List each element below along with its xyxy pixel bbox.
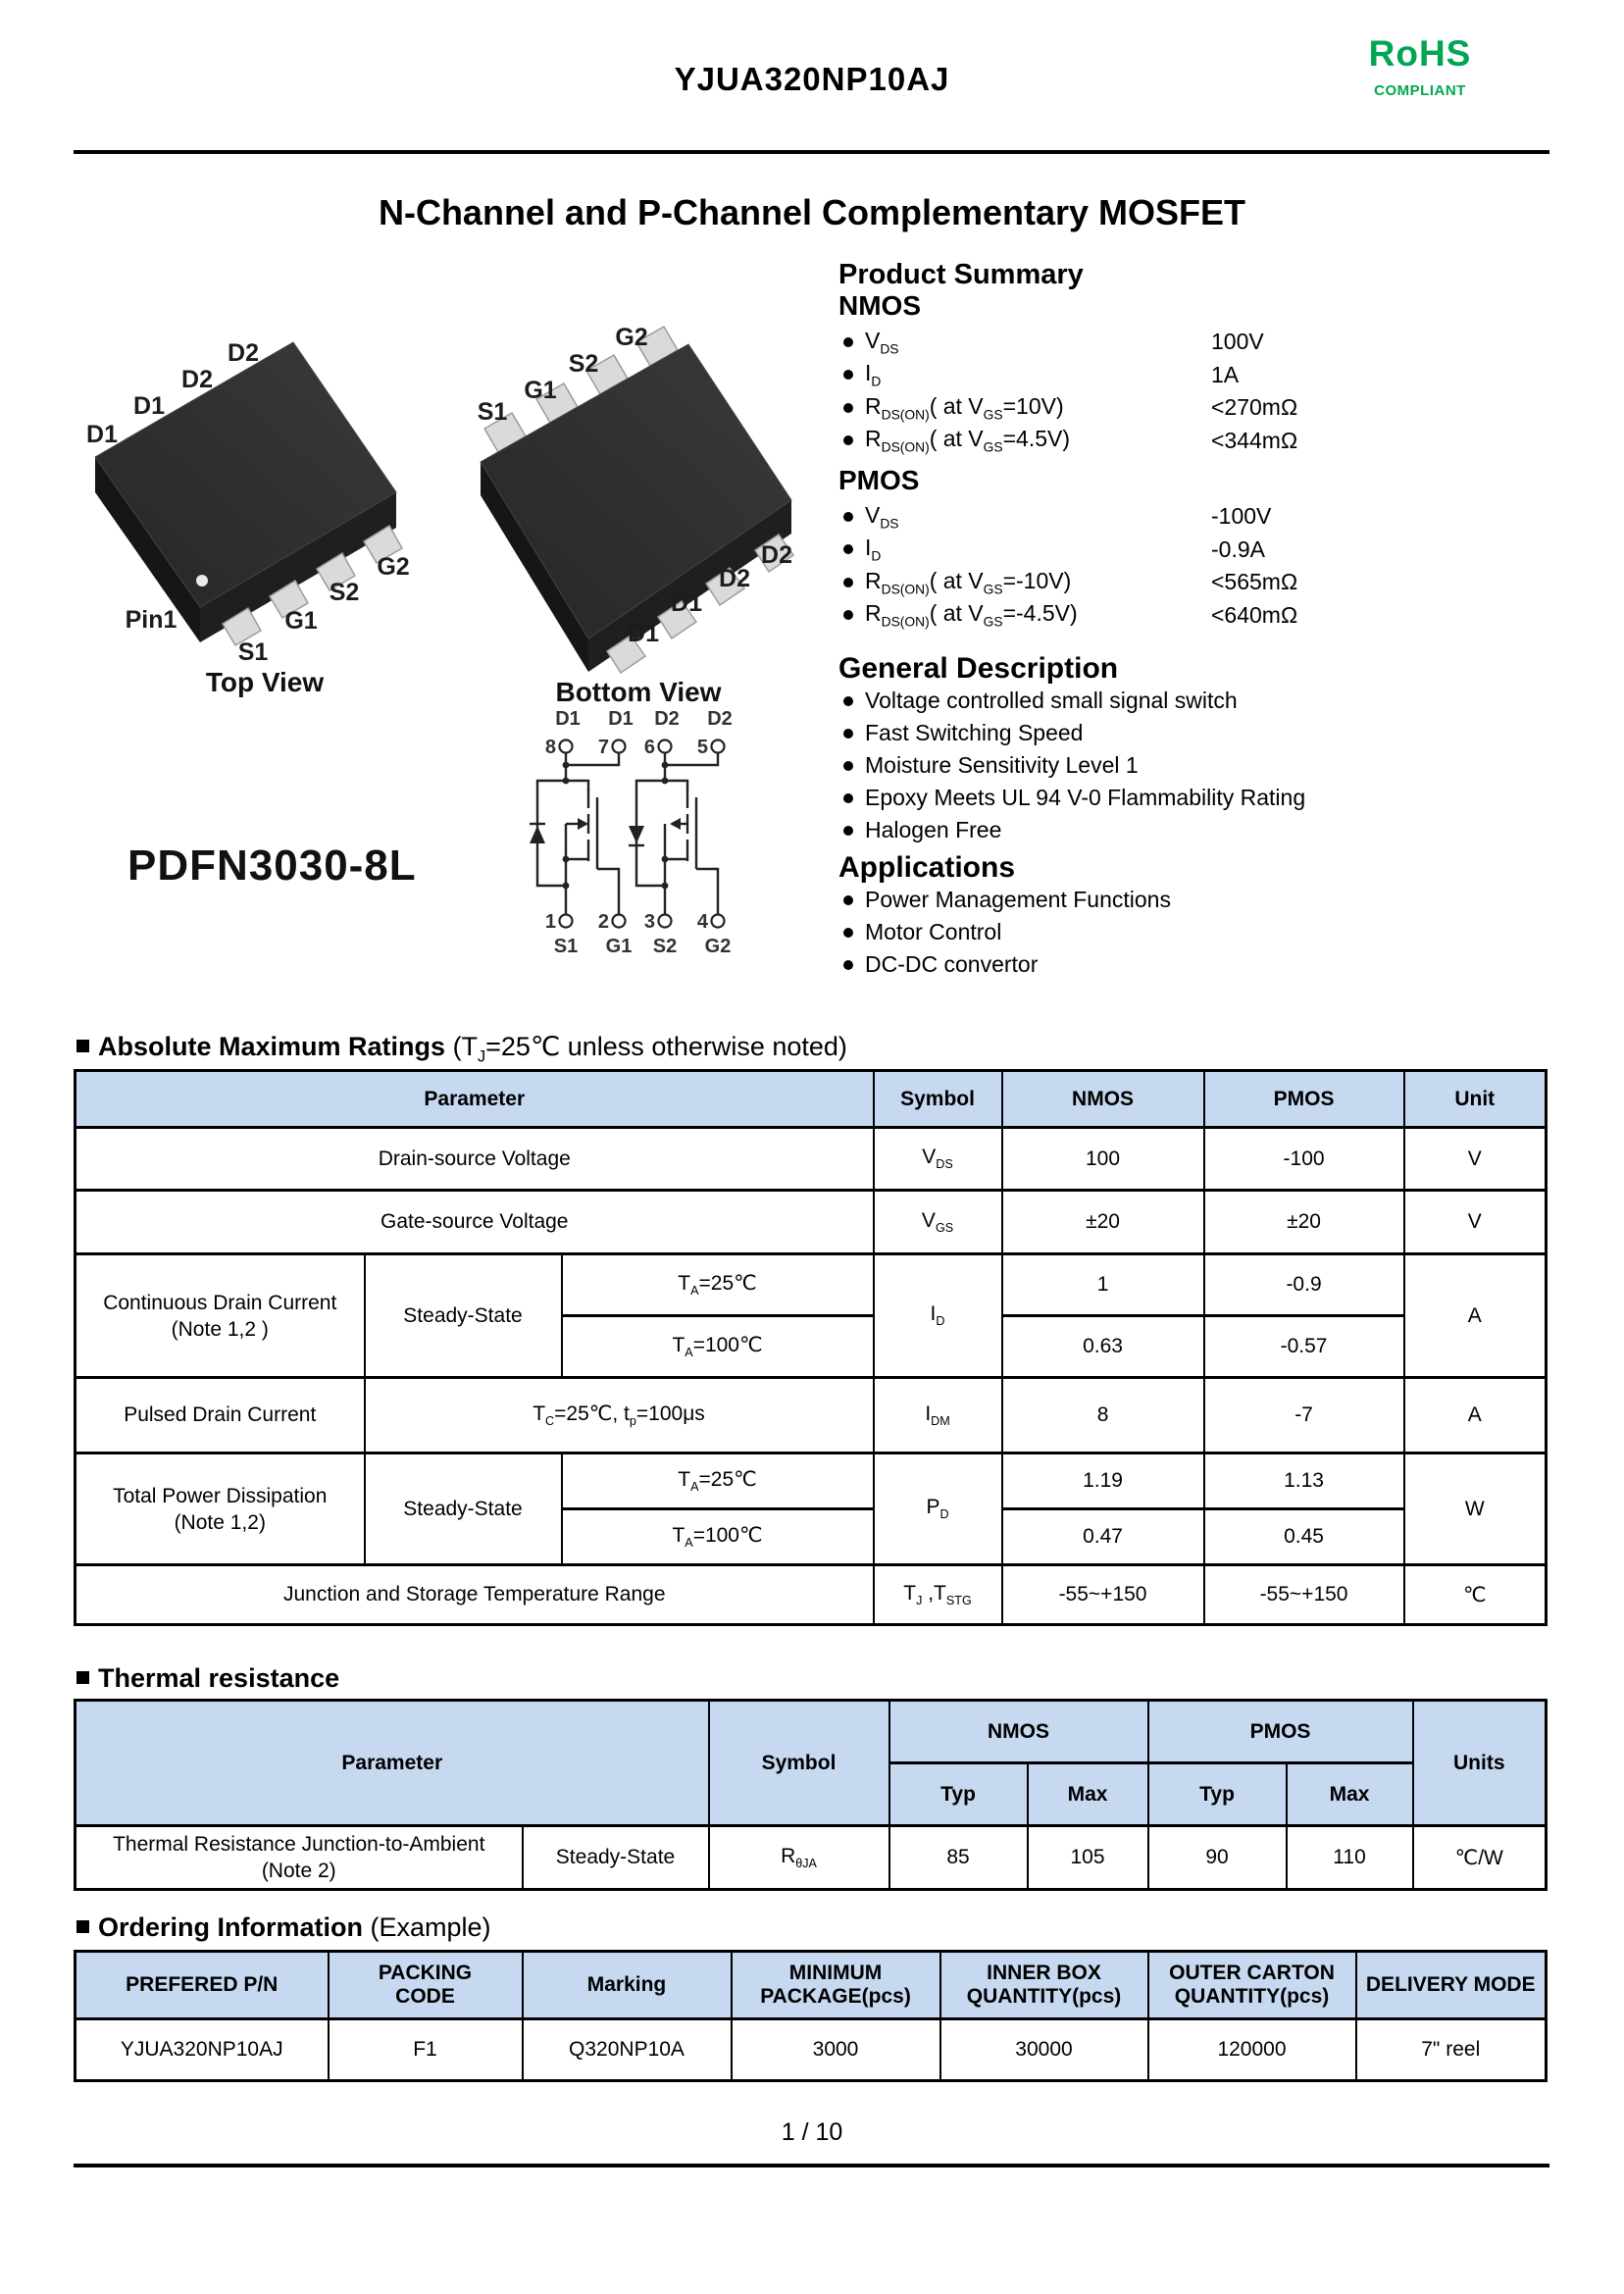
schematic-bottom-label: S1 [553, 936, 579, 957]
schematic-pin-number: 3 [643, 911, 655, 933]
nmos-value-cell: 100 [1002, 1128, 1204, 1191]
spec-value: -0.9A [1211, 535, 1265, 562]
column-header: DELIVERY MODE [1356, 1952, 1547, 2019]
delivery-mode-cell: 7" reel [1356, 2019, 1547, 2081]
unit-cell: ℃/W [1413, 1826, 1547, 1890]
schematic-top-label: D1 [555, 708, 581, 730]
nmos-value-cell: 8 [1002, 1378, 1204, 1453]
schematic-top-label: D2 [707, 708, 733, 730]
spec-value: 100V [1211, 329, 1264, 355]
applications-list [838, 884, 1564, 981]
nmos-value-cell: 0.63 [1002, 1316, 1204, 1378]
top-view-edge-label: D1 [86, 421, 118, 448]
column-header: Unit [1404, 1071, 1547, 1128]
table-row [76, 1565, 1547, 1625]
pmos-value-cell: -0.9 [1204, 1254, 1404, 1316]
bottom-view-caption: Bottom View [555, 677, 722, 707]
nmos-spec-list [838, 326, 1564, 457]
summary-column [838, 259, 1564, 981]
thermal-heading-text: Thermal resistance [98, 1663, 340, 1693]
spec-row [838, 391, 1564, 425]
schematic-pin-number: 7 [597, 737, 609, 758]
nmos-value-cell: 1 [1002, 1254, 1204, 1316]
table-row [76, 1826, 1547, 1890]
general-description-heading: General Description [838, 652, 1119, 685]
top-view-figure [54, 324, 476, 677]
column-header: NMOS [1002, 1071, 1204, 1128]
spec-row [838, 326, 1564, 359]
list-item-text: Power Management Functions [865, 887, 1171, 912]
bullet-icon [843, 512, 853, 522]
bullet-icon [843, 696, 853, 706]
list-item-text: Voltage controlled small signal switch [865, 688, 1238, 713]
header-divider [74, 150, 1549, 154]
condition-cell: $T_A=25℃$ [562, 1453, 874, 1509]
spec-label: $R_{DS(ON)}$( at $V_{GS}=-4.5V$) [865, 600, 1078, 631]
ordering-heading-note: (Example) [370, 1912, 491, 1942]
square-bullet-icon [76, 1040, 89, 1052]
top-view-caption: Top View [205, 667, 325, 697]
column-header: NMOS [889, 1701, 1148, 1763]
spec-label: $I_D$ [865, 535, 882, 565]
list-item-text: Fast Switching Speed [865, 720, 1084, 745]
spec-value: <344mΩ [1211, 427, 1298, 453]
condition-cell: $T_A=100℃$ [562, 1509, 874, 1565]
column-header: Typ [1148, 1763, 1287, 1826]
pmos-value-cell: 0.45 [1204, 1509, 1404, 1565]
list-item [838, 782, 1564, 814]
spec-row [838, 566, 1564, 599]
pmos-value-cell: -7 [1204, 1378, 1404, 1453]
column-header [940, 1952, 1148, 2019]
spec-value: -100V [1211, 503, 1272, 530]
table-header-row [76, 1071, 1547, 1128]
column-header: Symbol [709, 1701, 889, 1826]
pmos-value-cell: 1.13 [1204, 1453, 1404, 1509]
pmos-max-cell: 110 [1287, 1826, 1413, 1890]
list-item-text: Moisture Sensitivity Level 1 [865, 752, 1139, 778]
column-header [732, 1952, 940, 2019]
bottom-view-pin-label: G1 [524, 377, 557, 404]
bullet-icon [843, 895, 853, 905]
parameter-cell: Drain-source Voltage [76, 1128, 874, 1191]
top-view-pin-label: S1 [237, 638, 269, 666]
bullet-icon [843, 793, 853, 803]
pin1-label: Pin1 [125, 606, 178, 634]
schematic-pin-number: 6 [643, 737, 655, 758]
list-item [838, 948, 1564, 981]
parameter-cell [76, 1826, 523, 1890]
pmos-heading: PMOS [838, 465, 920, 495]
header-line: PACKAGE(pcs) [760, 1985, 911, 2008]
page-title: N-Channel and P-Channel Complementary MOSFET [378, 192, 1246, 232]
table-row [76, 1254, 1547, 1316]
pmos-value-cell: ±20 [1204, 1191, 1404, 1254]
parameter-note: (Note 1,2 ) [171, 1317, 269, 1341]
symbol-cell: $I_D$ [874, 1254, 1002, 1378]
list-item-text: DC-DC convertor [865, 951, 1039, 977]
schematic-bottom-label: S2 [652, 936, 678, 957]
table-row [76, 2019, 1547, 2081]
bottom-view-pin-label: S1 [477, 398, 508, 426]
bottom-view-pin-label: D1 [628, 620, 659, 647]
parameter-cell [76, 1453, 365, 1565]
bullet-icon [843, 337, 853, 347]
spec-value: <270mΩ [1211, 394, 1298, 421]
parameter-cell: Gate-source Voltage [76, 1191, 874, 1254]
symbol-cell: $T_J$ $,T_{STG}$ [874, 1565, 1002, 1625]
spec-value: <640mΩ [1211, 601, 1298, 628]
rohs-compliant-text: COMPLIANT [1374, 82, 1466, 99]
column-header: PMOS [1204, 1071, 1404, 1128]
symbol-cell: $V_{GS}$ [874, 1191, 1002, 1254]
part-number-title: YJUA320NP10AJ [674, 61, 950, 97]
table-header-row [76, 1952, 1547, 2019]
column-header: Max [1028, 1763, 1148, 1826]
column-header: PMOS [1148, 1701, 1413, 1763]
bottom-view-figure [471, 324, 863, 687]
table-row [76, 1453, 1547, 1509]
bullet-icon [843, 928, 853, 938]
ordering-table [74, 1950, 1548, 2082]
square-bullet-icon [76, 1920, 89, 1933]
abs-max-heading-note: ($T_J=25℃$ unless otherwise noted) [452, 1032, 847, 1066]
rohs-logo [1351, 33, 1489, 99]
list-item [838, 884, 1564, 916]
spec-label: $I_D$ [865, 360, 882, 390]
table-row [76, 1128, 1547, 1191]
nmos-value-cell: ±20 [1002, 1191, 1204, 1254]
bullet-icon [843, 435, 853, 445]
bullet-icon [843, 544, 853, 554]
list-item [838, 717, 1564, 749]
header-line: INNER BOX [987, 1962, 1101, 1984]
table-row [76, 1191, 1547, 1254]
parameter-line: Continuous Drain Current [103, 1291, 337, 1314]
footer-divider [74, 2164, 1549, 2167]
spec-label: $R_{DS(ON)}$( at $V_{GS}=10V$) [865, 392, 1064, 423]
parameter-line: Total Power Dissipation [113, 1484, 328, 1507]
top-view-edge-label: D1 [133, 392, 165, 420]
schematic-wires [530, 753, 718, 915]
bottom-view-pin-label: D2 [761, 541, 792, 569]
pmos-spec-list [838, 500, 1564, 632]
column-header: Symbol [874, 1071, 1002, 1128]
outer-carton-cell: 120000 [1148, 2019, 1356, 2081]
ordering-heading [76, 1912, 491, 1943]
list-item [838, 916, 1564, 948]
column-header [329, 1952, 523, 2019]
column-header: Units [1413, 1701, 1547, 1826]
bullet-icon [843, 403, 853, 413]
pmos-value-cell: -0.57 [1204, 1316, 1404, 1378]
nmos-heading: NMOS [838, 290, 921, 321]
bottom-view-pin-label: D1 [671, 589, 702, 617]
top-view-pin-label: S2 [329, 579, 360, 606]
top-view-pin-label: G2 [377, 553, 410, 581]
list-item-text: Motor Control [865, 919, 1002, 944]
top-view-pin-label: G1 [284, 607, 318, 635]
applications-heading: Applications [838, 851, 1016, 884]
abs-max-heading [76, 1032, 847, 1066]
spec-row [838, 534, 1564, 567]
thermal-heading [76, 1663, 339, 1694]
condition-cell: $T_A=100℃$ [562, 1316, 874, 1378]
spec-label: $V_{DS}$ [865, 501, 899, 532]
rohs-text: RoHS [1368, 33, 1472, 74]
schematic-top-label: D2 [654, 708, 680, 730]
nmos-value-cell: 0.47 [1002, 1509, 1204, 1565]
thermal-table [74, 1699, 1548, 1891]
spec-label: $R_{DS(ON)}$( at $V_{GS}=-10V$) [865, 567, 1072, 597]
condition-cell: Steady-State [365, 1453, 562, 1565]
pmos-typ-cell: 90 [1148, 1826, 1287, 1890]
bullet-icon [843, 610, 853, 620]
column-header: Typ [889, 1763, 1028, 1826]
table-header-row [76, 1701, 1547, 1763]
pmos-value-cell: -55~+150 [1204, 1565, 1404, 1625]
spec-row [838, 500, 1564, 534]
parameter-cell: Pulsed Drain Current [76, 1378, 365, 1453]
condition-cell: $T_A=25℃$ [562, 1254, 874, 1316]
min-package-cell: 3000 [732, 2019, 940, 2081]
bottom-view-pin-label: D2 [719, 565, 750, 592]
header-line: OUTER CARTON [1169, 1962, 1335, 1984]
nmos-value-cell: 1.19 [1002, 1453, 1204, 1509]
unit-cell: A [1404, 1254, 1547, 1378]
part-number-cell: YJUA320NP10AJ [76, 2019, 329, 2081]
nmos-max-cell: 105 [1028, 1826, 1148, 1890]
schematic-bottom-label: G2 [704, 936, 732, 957]
inner-box-cell: 30000 [940, 2019, 1148, 2081]
package-name: PDFN3030-8L [127, 841, 417, 890]
schematic-pin-number: 5 [696, 737, 708, 758]
packing-code-cell: F1 [329, 2019, 523, 2081]
pin1-marker-dot [196, 575, 208, 586]
bullet-icon [843, 729, 853, 739]
abs-max-table [74, 1069, 1548, 1626]
condition-cell: Steady-State [523, 1826, 709, 1890]
schematic-bottom-label: G1 [605, 936, 633, 957]
spec-row [838, 599, 1564, 633]
list-item-text: Epoxy Meets UL 94 V-0 Flammability Rating [865, 785, 1306, 810]
bottom-view-pin-label: G2 [615, 324, 648, 351]
column-header: Max [1287, 1763, 1413, 1826]
header-line: QUANTITY(pcs) [966, 1985, 1122, 2008]
bullet-icon [843, 960, 853, 970]
parameter-note: (Note 1,2) [174, 1510, 266, 1534]
square-bullet-icon [76, 1671, 89, 1684]
unit-cell: A [1404, 1378, 1547, 1453]
symbol-cell: $V_{DS}$ [874, 1128, 1002, 1191]
list-item-text: Halogen Free [865, 817, 1002, 842]
abs-max-heading-text: Absolute Maximum Ratings [98, 1032, 446, 1061]
schematic-pin-number: 2 [597, 911, 609, 933]
schematic-pin-circles [560, 740, 725, 928]
condition-cell: Steady-State [365, 1254, 562, 1378]
pmos-value-cell: -100 [1204, 1128, 1404, 1191]
ordering-heading-text: Ordering Information [98, 1912, 363, 1942]
nmos-typ-cell: 85 [889, 1826, 1028, 1890]
schematic-pin-number: 1 [544, 911, 556, 933]
list-item [838, 749, 1564, 782]
parameter-cell: Junction and Storage Temperature Range [76, 1565, 874, 1625]
header-line: PACKING [378, 1962, 473, 1984]
spec-value: <565mΩ [1211, 569, 1298, 595]
parameter-note: (Note 2) [261, 1860, 336, 1882]
spec-label: $V_{DS}$ [865, 327, 899, 357]
nmos-value-cell: -55~+150 [1002, 1565, 1204, 1625]
general-description-list [838, 685, 1564, 846]
spec-label: $R_{DS(ON)}$( at $V_{GS}=4.5V$) [865, 426, 1070, 456]
bottom-view-pin-label: S2 [568, 350, 599, 378]
header-line: CODE [395, 1985, 455, 2008]
schematic-pin-number: 8 [544, 737, 556, 758]
schematic-pin-number: 4 [696, 911, 708, 933]
spec-row [838, 425, 1564, 458]
list-item [838, 685, 1564, 717]
top-view-edge-label: D2 [228, 339, 259, 367]
symbol-cell: $I_{DM}$ [874, 1378, 1002, 1453]
table-row [76, 1378, 1547, 1453]
spec-value: 1A [1211, 361, 1240, 387]
symbol-cell: $R_{\theta JA}$ [709, 1826, 889, 1890]
column-header [1148, 1952, 1356, 2019]
unit-cell: W [1404, 1453, 1547, 1565]
header-line: MINIMUM [788, 1962, 883, 1984]
unit-cell: ℃ [1404, 1565, 1547, 1625]
column-header: Marking [523, 1952, 732, 2019]
schematic-top-label: D1 [608, 708, 634, 730]
unit-cell: V [1404, 1128, 1547, 1191]
parameter-cell [76, 1254, 365, 1378]
bullet-icon [843, 761, 853, 771]
bullet-icon [843, 370, 853, 380]
bullet-icon [843, 578, 853, 587]
unit-cell: V [1404, 1191, 1547, 1254]
marking-cell: Q320NP10A [523, 2019, 732, 2081]
product-summary-heading: Product Summary [838, 259, 1084, 290]
column-header: Parameter [76, 1701, 709, 1826]
column-header: PREFERED P/N [76, 1952, 329, 2019]
page-number: 1 / 10 [781, 2118, 843, 2146]
column-header: Parameter [76, 1071, 874, 1128]
schematic-figure [520, 704, 843, 998]
header-line: QUANTITY(pcs) [1174, 1985, 1330, 2008]
parameter-line: Thermal Resistance Junction-to-Ambient [113, 1833, 485, 1856]
top-view-edge-label: D2 [181, 366, 213, 393]
symbol-cell: $P_D$ [874, 1453, 1002, 1565]
bullet-icon [843, 826, 853, 836]
condition-cell: $T_C=25℃$, $t_p=100\mu s$ [365, 1378, 874, 1453]
list-item [838, 814, 1564, 846]
spec-row [838, 359, 1564, 392]
